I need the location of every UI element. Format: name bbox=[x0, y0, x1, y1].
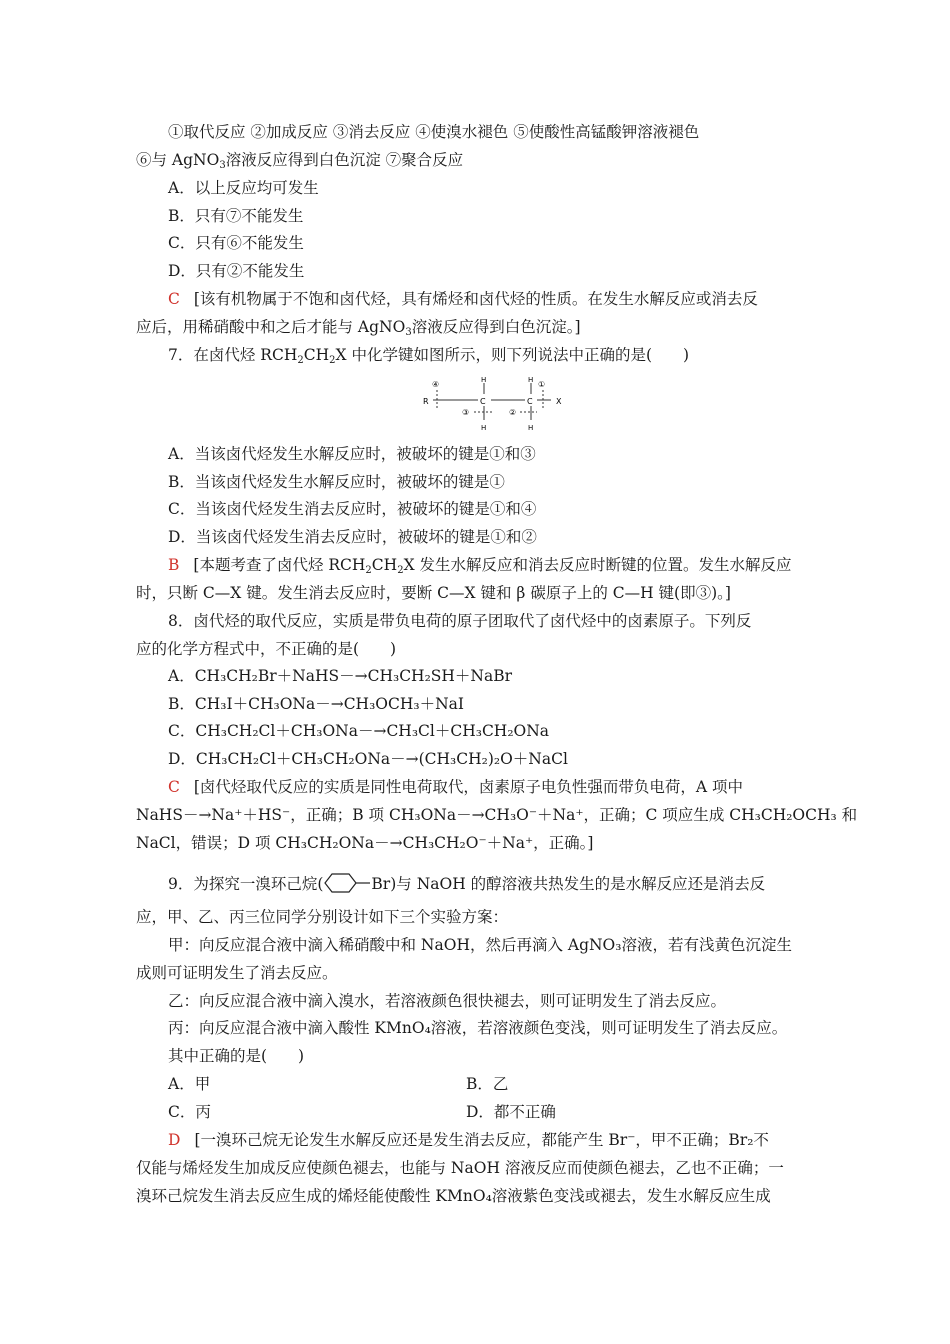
q9-explanation-line2: 仅能与烯烃发生加成反应使颜色褪去，也能与 NaOH 溶液反应而使颜色褪去，乙也不正确；一 bbox=[136, 1159, 784, 1177]
q9-choice-b: B．乙 bbox=[466, 1075, 509, 1093]
q7-choice-b: B．当该卤代烃发生水解反应时，被破坏的键是① bbox=[168, 473, 505, 491]
q8-choice-a: A．CH₃CH₂Br＋NaHS－→CH₃CH₂SH＋NaBr bbox=[168, 667, 513, 685]
q9-choice-d: D．都不正确 bbox=[466, 1103, 556, 1121]
q6-choice-b: B．只有⑦不能发生 bbox=[168, 207, 304, 225]
cyclohexane-ring bbox=[323, 872, 371, 894]
q7-stem: 7．在卤代烃 $RCH_2CH_2X$ 中化学键如图所示，则下列说法中正确的是( ) bbox=[168, 346, 690, 366]
diagram-h-top-2: H bbox=[528, 376, 534, 384]
q8-explanation-line3: NaCl，错误；D 项 CH₃CH₂ONa－→CH₃CH₂O⁻＋Na⁺，正确。] bbox=[136, 834, 594, 852]
q9-stem-line2: 应，甲、乙、丙三位同学分别设计如下三个实验方案： bbox=[136, 908, 509, 926]
q9-stem-line1: 9．为探究一溴环己烷( Br)与 NaOH 的醇溶液共热发生的是水解反应还是消去反 bbox=[168, 872, 765, 895]
q9-jia-line2: 成则可证明发生了消去反应。 bbox=[136, 964, 338, 982]
diagram-bond-3: ③ bbox=[462, 408, 470, 417]
diagram-c-alpha: C bbox=[480, 397, 486, 406]
q7-explanation-line2: 时，只断 C—X 键。发生消去反应时，要断 C—X 键和 β 碳原子上的 C—H 键(即③)。] bbox=[136, 584, 731, 602]
q9-explanation-line3: 溴环己烷发生消去反应生成的烯烃能使酸性 KMnO₄溶液紫色变浅或褪去，发生水解反应生成 bbox=[136, 1187, 771, 1205]
bond-diagram bbox=[420, 374, 570, 438]
q7-explanation-line1: B [本题考查了卤代烃 $RCH_2CH_2X$ 发生水解反应和消去反应时断键的位置。发生水解反应 bbox=[168, 556, 792, 576]
q9-yi: 乙：向反应混合液中滴入溴水，若溶液颜色很快褪去，则可证明发生了消去反应。 bbox=[168, 992, 727, 1010]
q8-choice-d: D．CH₃CH₂Cl＋CH₃CH₂ONa－→(CH₃CH₂)₂O＋NaCl bbox=[168, 750, 568, 768]
q9-choice-a: A．甲 bbox=[168, 1075, 211, 1093]
q8-explanation-line1: C [卤代烃取代反应的实质是同性电荷取代，卤素原子电负性强而带负电荷，A 项中 bbox=[168, 778, 744, 796]
diagram-x-label: X bbox=[556, 397, 562, 406]
q6-choice-d: D．只有②不能发生 bbox=[168, 262, 305, 280]
q7-choice-a: A．当该卤代烃发生水解反应时，被破坏的键是①和③ bbox=[168, 445, 536, 463]
q9-bing: 丙：向反应混合液中滴入酸性 KMnO₄溶液，若溶液颜色变浅，则可证明发生了消去反应。 bbox=[168, 1019, 788, 1037]
q6-choice-c: C．只有⑥不能发生 bbox=[168, 234, 304, 252]
q9-explanation-line1: D [一溴环己烷无论发生水解反应还是发生消去反应，都能产生 Br⁻，甲不正确；Br₂不 bbox=[168, 1131, 769, 1149]
diagram-r-label: R bbox=[423, 397, 429, 406]
q8-choice-b: B．CH₃I＋CH₃ONa－→CH₃OCH₃＋NaI bbox=[168, 695, 465, 713]
q6-explanation-line1: C [该有机物属于不饱和卤代烃，具有烯烃和卤代烃的性质。在发生水解反应或消去反 bbox=[168, 290, 758, 308]
q7-choice-c: C．当该卤代烃发生消去反应时，被破坏的键是①和④ bbox=[168, 500, 537, 518]
q7-choice-d: D．当该卤代烃发生消去反应时，被破坏的键是①和② bbox=[168, 528, 537, 546]
q9-jia-line1: 甲：向反应混合液中滴入稀硝酸中和 NaOH，然后再滴入 AgNO₃溶液，若有浅黄色沉淀生 bbox=[168, 936, 792, 954]
diagram-bond-4: ④ bbox=[432, 380, 440, 389]
q9-answer: D bbox=[168, 1131, 181, 1149]
q8-choice-c: C．CH₃CH₂Cl＋CH₃ONa－→CH₃Cl＋CH₃CH₂ONa bbox=[168, 722, 550, 740]
diagram-bond-1: ① bbox=[538, 380, 546, 389]
q6-answer: C bbox=[168, 290, 180, 308]
q7-answer: B bbox=[168, 556, 180, 574]
diagram-bond-2: ② bbox=[509, 408, 517, 417]
q8-explanation-line2: NaHS－→Na⁺＋HS⁻，正确；B 项 CH₃ONa－→CH₃O⁻＋Na⁺，正确；C 项应生成 CH₃CH₂OCH₃ 和 bbox=[136, 806, 858, 824]
q6-explanation-line2: 应后，用稀硝酸中和之后才能与 AgNO$_3$溶液反应得到白色沉淀。] bbox=[136, 318, 581, 338]
diagram-c-beta: C bbox=[527, 397, 533, 406]
q9-choice-c: C．丙 bbox=[168, 1103, 211, 1121]
diagram-h-bottom-1: H bbox=[481, 424, 487, 432]
q8-answer: C bbox=[168, 778, 180, 796]
q9-question: 其中正确的是( ) bbox=[168, 1047, 305, 1065]
q8-stem-line1: 8．卤代烃的取代反应，实质是带负电荷的原子团取代了卤代烃中的卤素原子。下列反 bbox=[168, 612, 752, 630]
q8-stem-line2: 应的化学方程式中，不正确的是( ) bbox=[136, 640, 397, 658]
q6-options-line1: ①取代反应 ②加成反应 ③消去反应 ④使溴水褪色 ⑤使酸性高锰酸钾溶液褪色 bbox=[168, 123, 700, 141]
diagram-h-top-1: H bbox=[481, 376, 487, 384]
diagram-h-bottom-2: H bbox=[528, 424, 534, 432]
ring-br-label: Br bbox=[371, 875, 391, 893]
q6-choice-a: A．以上反应均可发生 bbox=[168, 179, 319, 197]
q6-options-line2: ⑥与 AgNO$_3$溶液反应得到白色沉淀 ⑦聚合反应 bbox=[136, 151, 464, 171]
